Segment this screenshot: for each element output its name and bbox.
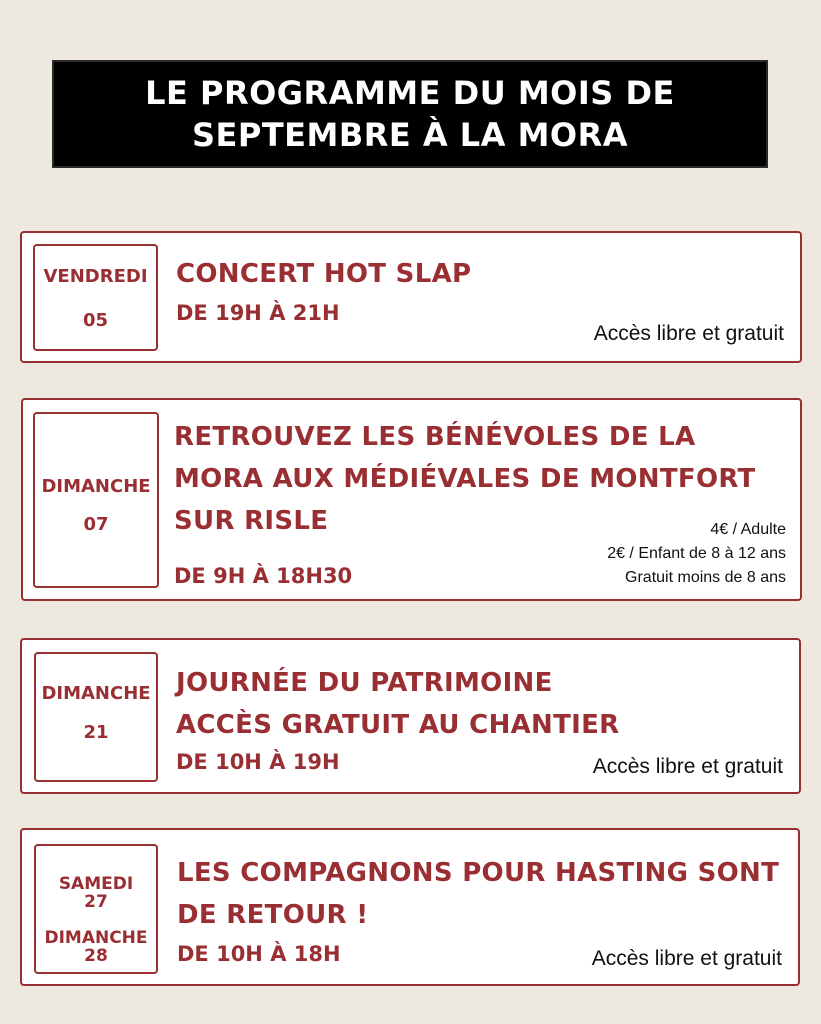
event-time: DE 10H À 19H bbox=[176, 750, 340, 774]
event-title-line: ACCÈS GRATUIT AU CHANTIER bbox=[176, 710, 620, 740]
event-prices bbox=[607, 518, 786, 590]
event-date: 07 bbox=[83, 514, 109, 535]
event-card-4 bbox=[20, 828, 800, 986]
title-line-1: LE PROGRAMME DU MOIS DE bbox=[145, 74, 675, 112]
event-card-3 bbox=[20, 638, 801, 794]
event-time: DE 19H À 21H bbox=[176, 301, 340, 325]
event-date-box bbox=[34, 844, 158, 974]
event-title bbox=[177, 852, 779, 936]
event-title bbox=[176, 662, 620, 746]
event-date: 27 bbox=[84, 892, 108, 912]
event-title-line: LES COMPAGNONS POUR HASTING SONT bbox=[177, 858, 780, 888]
event-title-line: JOURNÉE DU PATRIMOINE bbox=[176, 668, 553, 698]
event-title-line: RETROUVEZ LES BÉNÉVOLES DE LA bbox=[174, 422, 696, 452]
event-title-line: DE RETOUR ! bbox=[177, 900, 369, 930]
event-day: DIMANCHE bbox=[41, 683, 151, 704]
event-day: SAMEDI bbox=[58, 874, 134, 894]
price-adult: 4€ / Adulte bbox=[710, 521, 786, 538]
price-free: Gratuit moins de 8 ans bbox=[625, 569, 786, 586]
event-day: VENDREDI bbox=[43, 266, 148, 287]
event-card-1 bbox=[20, 231, 802, 363]
event-card-2 bbox=[21, 398, 802, 601]
title-line-2: SEPTEMBRE À LA MORA bbox=[191, 116, 629, 154]
event-title-line: MORA AUX MÉDIÉVALES DE MONTFORT bbox=[174, 464, 756, 494]
event-date-box bbox=[34, 652, 158, 782]
event-day: DIMANCHE bbox=[41, 476, 151, 497]
event-date: 28 bbox=[84, 946, 108, 966]
event-time: DE 10H À 18H bbox=[177, 942, 341, 966]
event-day: DIMANCHE bbox=[44, 928, 148, 948]
event-date-box bbox=[33, 244, 158, 351]
event-access-note: Accès libre et gratuit bbox=[591, 947, 782, 970]
event-date: 21 bbox=[83, 722, 109, 743]
event-access-note: Accès libre et gratuit bbox=[592, 755, 783, 778]
event-title bbox=[176, 253, 471, 295]
page-title bbox=[52, 60, 768, 168]
event-date-box bbox=[33, 412, 159, 588]
event-time: DE 9H À 18H30 bbox=[174, 564, 353, 588]
event-access-note: Accès libre et gratuit bbox=[593, 322, 784, 345]
price-child: 2€ / Enfant de 8 à 12 ans bbox=[607, 545, 786, 562]
event-title-line: SUR RISLE bbox=[174, 506, 329, 536]
event-date: 05 bbox=[82, 310, 109, 331]
event-title-line: CONCERT HOT SLAP bbox=[176, 259, 472, 289]
